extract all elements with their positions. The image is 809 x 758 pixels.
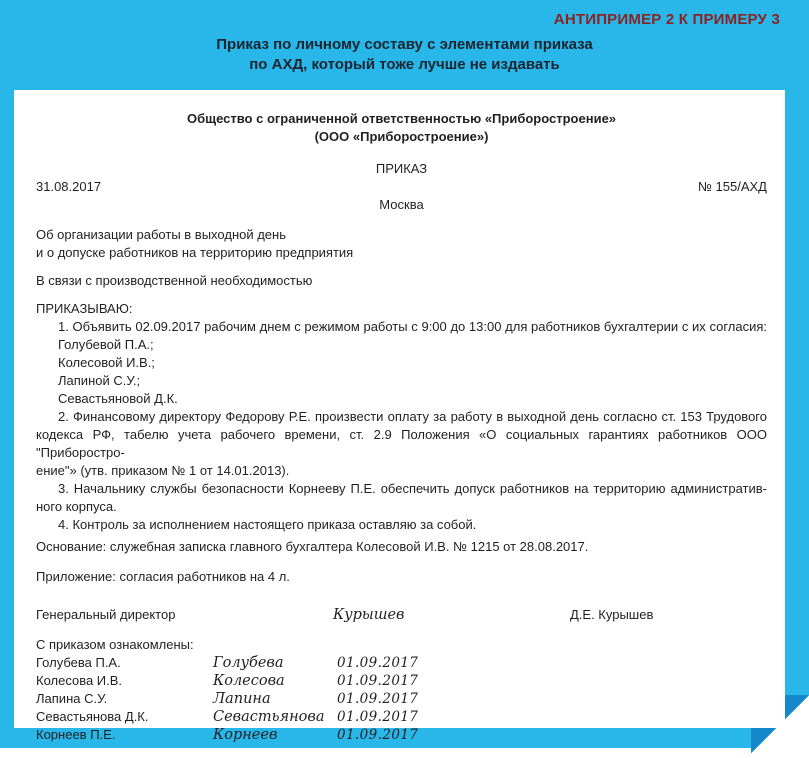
ack-signature: Севастьянова	[213, 709, 325, 725]
ack-date: 01.09.2017	[337, 673, 419, 689]
banner-title-line2: по АХД, который тоже лучше не издавать	[249, 56, 560, 73]
order-line: 4. Контроль за исполнением настоящего приказа оставляю за собой.	[58, 517, 477, 532]
ack-signature: Голубева	[213, 655, 284, 671]
attachment-line: Приложение: согласия работников на 4 л.	[36, 569, 290, 584]
director-row	[36, 606, 767, 624]
order-line: Лапиной С.У.;	[58, 373, 141, 388]
preamble: В связи с производственной необходимостью	[36, 273, 313, 288]
date-number-row	[36, 178, 767, 196]
doc-date: 31.08.2017	[36, 179, 102, 194]
ack-date: 01.09.2017	[337, 727, 419, 743]
ack-date: 01.09.2017	[337, 655, 419, 671]
ack-signature: Колесова	[213, 673, 285, 689]
org-name-line1: Общество с ограниченной ответственностью «Приборостроение»	[186, 111, 617, 126]
doc-number: № 155/АХД	[697, 179, 767, 194]
ack-signature: Лапина	[213, 691, 271, 707]
order-line: ного корпуса.	[36, 499, 117, 514]
ack-name: Голубева П.А.	[36, 655, 121, 670]
ack-row	[36, 654, 767, 672]
ack-name: Севастьянова Д.К.	[36, 709, 149, 724]
director-signature: Курышев	[333, 607, 405, 623]
acknowledgement-heading: С приказом ознакомлены:	[36, 637, 194, 652]
frame-left-strip	[0, 90, 14, 748]
doc-city: Москва	[379, 197, 424, 212]
subject-line2: и о допуске работников на территорию предприятия	[36, 245, 354, 260]
order-line: Севастьяновой Д.К.	[58, 391, 178, 406]
ack-row	[36, 672, 767, 690]
order-line: 2. Финансовому директору Федорову Р.Е. произвести оплату за работу в выходной день согласно ст. 153 Трудового	[58, 409, 767, 424]
ack-name: Лапина С.У.	[36, 691, 108, 706]
document	[14, 90, 785, 743]
ack-name: Колесова И.В.	[36, 673, 123, 688]
basis-line: Основание: служебная записка главного бухгалтера Колесовой И.В. № 1215 от 28.08.2017.	[36, 539, 589, 554]
frame-right-strip	[785, 90, 809, 695]
ack-date: 01.09.2017	[337, 691, 419, 707]
ack-row	[36, 690, 767, 708]
order-line: кодекса РФ, табелю учета рабочего времени, ст. 2.9 Положения «О социальных гарантиях работников ООО "Приборостро-	[36, 427, 767, 460]
antiexample-label: АНТИПРИМЕР 2 К ПРИМЕРУ 3	[553, 11, 780, 28]
director-position: Генеральный директор	[36, 607, 176, 622]
doc-type: ПРИКАЗ	[375, 161, 428, 176]
order-line: Голубевой П.А.;	[58, 337, 154, 352]
ack-row	[36, 726, 767, 744]
order-keyword: ПРИКАЗЫВАЮ:	[36, 301, 133, 316]
banner	[0, 0, 809, 90]
ack-date: 01.09.2017	[337, 709, 419, 725]
order-line: 1. Объявить 02.09.2017 рабочим днем с режимом работы с 9:00 до 13:00 для работников бухгалтерии с их согласия:	[58, 319, 767, 334]
ack-signature: Корнеев	[213, 727, 278, 743]
order-line: ение"» (утв. приказом № 1 от 14.01.2013).	[36, 463, 290, 478]
subject-line1: Об организации работы в выходной день	[36, 227, 286, 242]
ack-row	[36, 708, 767, 726]
org-name-line2: (ООО «Приборостроение»)	[314, 129, 489, 144]
order-line: 3. Начальнику службы безопасности Корнееву П.Е. обеспечить допуск работников на территорию административ-	[58, 481, 767, 496]
order-line: Колесовой И.В.;	[58, 355, 155, 370]
ack-name: Корнеев П.Е.	[36, 727, 116, 742]
director-name: Д.Е. Курышев	[570, 607, 654, 622]
banner-title-line1: Приказ по личному составу с элементами приказа	[216, 36, 593, 53]
